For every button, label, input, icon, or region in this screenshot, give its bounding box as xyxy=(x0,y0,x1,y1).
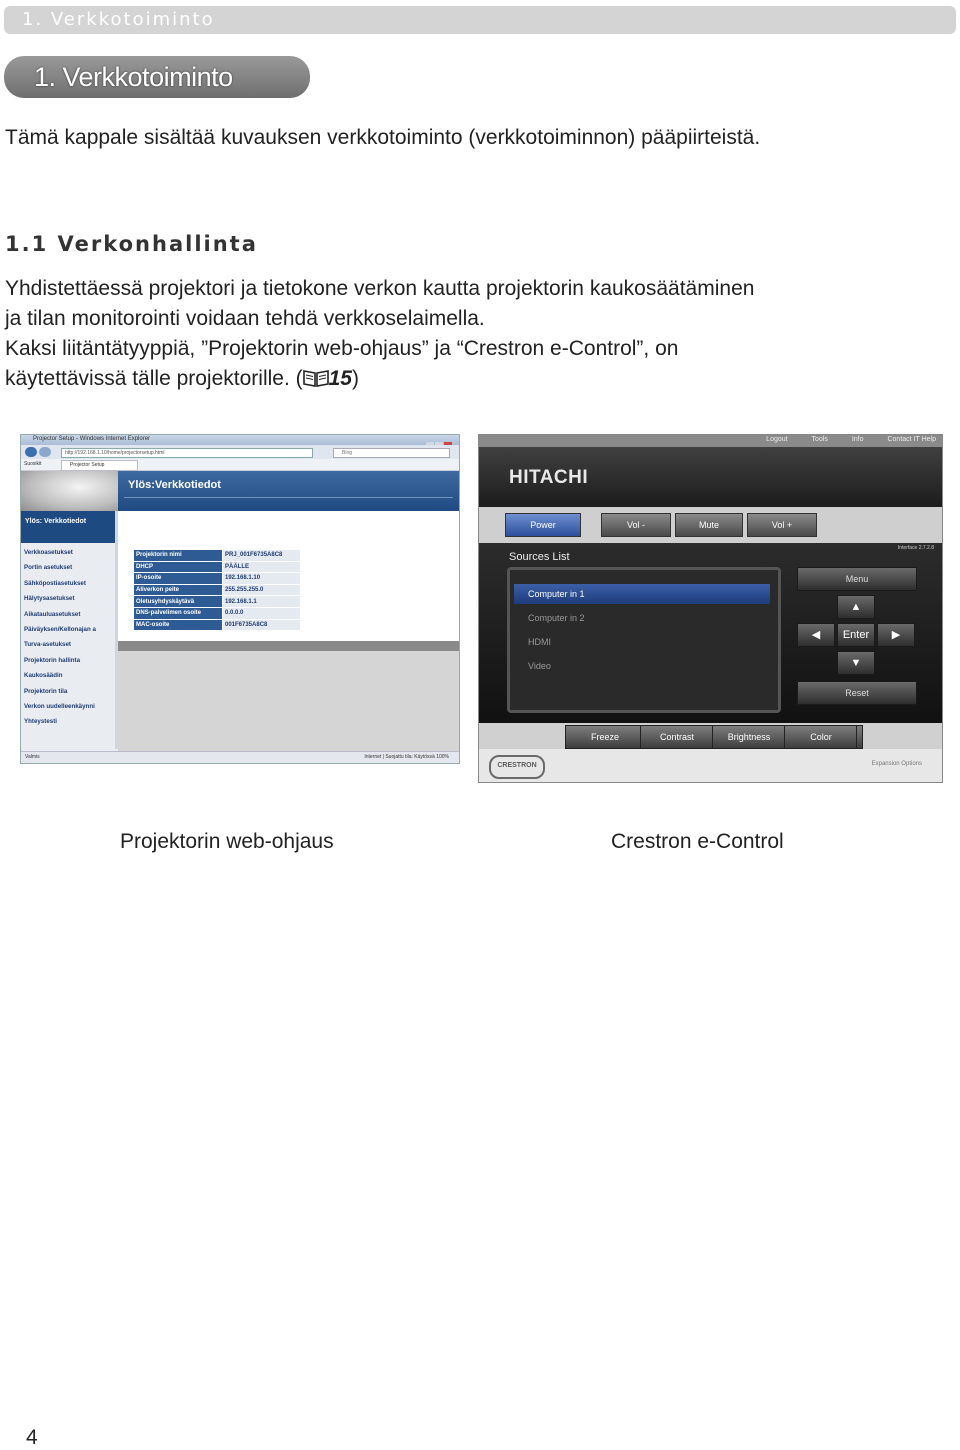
crestron-footer xyxy=(479,749,942,782)
caption-crestron: Crestron e-Control xyxy=(611,830,784,853)
web-banner xyxy=(118,471,459,511)
up-arrow-icon[interactable]: ▲ xyxy=(837,595,875,619)
table-row xyxy=(134,573,301,585)
sidebar-item[interactable]: Sähköpostiasetukset xyxy=(24,579,86,587)
table-key: Projektorin nimi xyxy=(134,550,223,562)
image-adjust-strip xyxy=(565,725,863,749)
browser-status-bar xyxy=(21,751,459,764)
expansion-options-link[interactable]: Expansion Options xyxy=(871,761,922,767)
reset-button[interactable]: Reset xyxy=(797,681,917,705)
left-arrow-icon[interactable]: ◀ xyxy=(797,623,835,647)
table-value: 255.255.255.0 xyxy=(223,584,301,596)
sidebar-item[interactable]: Projektorin hallinta xyxy=(24,656,81,664)
window-controls xyxy=(425,436,455,443)
crestron-main-panel xyxy=(479,543,942,723)
browser-window-title: Projector Setup - Windows Internet Explorer xyxy=(33,436,151,442)
table-row xyxy=(134,584,301,596)
table-value: 001F6735A8C8 xyxy=(223,619,301,631)
projector-photo xyxy=(21,471,118,511)
section-line-4-end: ) xyxy=(351,367,359,390)
browser-title-bar xyxy=(21,435,459,445)
info-link[interactable]: Info xyxy=(851,436,864,443)
favorites-button[interactable]: Suosikit xyxy=(24,461,42,467)
table-value: 0.0.0.0 xyxy=(223,607,301,619)
page-number: 4 xyxy=(26,1426,38,1449)
sidebar-item[interactable]: Verkkoasetukset xyxy=(24,549,73,556)
table-row xyxy=(134,596,301,608)
browser-tab[interactable]: Projector Setup xyxy=(61,460,138,471)
search-input[interactable]: Bing xyxy=(333,448,450,458)
book-icon xyxy=(303,366,329,384)
mute-button[interactable]: Mute xyxy=(675,513,743,537)
crestron-logo: CRESTRON xyxy=(489,755,545,779)
crestron-top-links xyxy=(744,436,936,443)
table-row xyxy=(134,607,301,619)
section-line-4 xyxy=(5,364,955,394)
caption-web-control: Projektorin web-ohjaus xyxy=(120,830,334,853)
contact-help-link[interactable]: Contact IT Help xyxy=(887,436,936,443)
sidebar-item[interactable]: Aikatauluasetukset xyxy=(24,610,81,618)
back-icon[interactable] xyxy=(25,447,37,457)
sources-list xyxy=(507,567,781,713)
power-button[interactable]: Power xyxy=(505,513,581,537)
browser-address-bar xyxy=(21,445,459,459)
table-row xyxy=(134,561,301,573)
sidebar-item[interactable]: Turva-asetukset xyxy=(24,641,71,649)
sidebar-active-label: Ylös: Verkkotiedot xyxy=(25,518,87,525)
color-button[interactable]: Color xyxy=(786,726,857,748)
crestron-header xyxy=(479,447,942,507)
right-arrow-icon[interactable]: ▶ xyxy=(877,623,915,647)
crestron-image-bar xyxy=(479,723,942,749)
web-page-title: Ylös:Verkkotiedot xyxy=(128,479,221,491)
tools-link[interactable]: Tools xyxy=(811,436,828,443)
table-row xyxy=(134,550,301,562)
section-title: 1.1 Verkonhallinta xyxy=(5,232,258,256)
vol-down-button[interactable]: Vol - xyxy=(601,513,671,537)
page-reference-link[interactable]: 15 xyxy=(328,367,352,390)
interface-version: Interface 2.7.2.8 xyxy=(897,545,934,551)
sidebar-item[interactable]: Yhteystesti xyxy=(24,718,58,726)
favorites-bar xyxy=(21,459,459,471)
forward-icon[interactable] xyxy=(39,447,51,457)
crestron-screenshot xyxy=(478,434,943,783)
network-info-table xyxy=(133,549,301,631)
table-key: Aliverkon peite xyxy=(134,584,223,596)
address-input[interactable]: http://192.168.1.10/home/projectorsetup.html xyxy=(61,448,313,458)
table-value: PRJ_001F6735A8C8 xyxy=(223,550,301,562)
table-value: 192.168.1.1 xyxy=(223,596,301,608)
table-row xyxy=(134,619,301,631)
sidebar-item[interactable]: Projektorin tila xyxy=(24,687,68,695)
source-item[interactable]: Computer in 2 xyxy=(528,613,585,623)
table-key: DHCP xyxy=(134,561,223,573)
table-value: PÄÄLLE xyxy=(223,561,301,573)
down-arrow-icon[interactable]: ▼ xyxy=(837,651,875,675)
status-text: Valmis xyxy=(25,754,40,760)
sidebar-item[interactable]: Kaukosäädin xyxy=(24,672,63,680)
source-item-selected[interactable]: Computer in 1 xyxy=(514,584,770,604)
table-key: MAC-osoite xyxy=(134,619,223,631)
logout-link[interactable]: Logout xyxy=(766,436,788,443)
sidebar-item[interactable]: Verkon uudelleenkäynni xyxy=(24,702,95,710)
contrast-button[interactable]: Contrast xyxy=(642,726,713,748)
table-value: 192.168.1.10 xyxy=(223,573,301,585)
section-line-1: Yhdistettäessä projektori ja tietokone verkon kautta projektorin kaukosäätäminen xyxy=(5,277,755,300)
menu-button[interactable]: Menu xyxy=(797,567,917,591)
table-key: IP-osoite xyxy=(134,573,223,585)
enter-button[interactable]: Enter xyxy=(837,623,875,647)
source-item[interactable]: Video xyxy=(528,661,551,671)
section-line-3: Kaksi liitäntätyyppiä, ”Projektorin web-ohjaus” ja “Crestron e-Control”, on xyxy=(5,337,679,360)
sidebar-menu xyxy=(24,545,118,730)
content-divider xyxy=(118,641,459,651)
intro-text: Tämä kappale sisältää kuvauksen verkkotoiminto (verkkotoiminnon) pääpiirteistä. xyxy=(5,126,761,149)
brightness-button[interactable]: Brightness xyxy=(714,726,785,748)
sidebar-item[interactable]: Hälytysasetukset xyxy=(24,595,75,603)
section-line-2: ja tilan monitorointi voidaan tehdä verkkoselaimella. xyxy=(5,307,485,330)
vol-up-button[interactable]: Vol + xyxy=(747,513,817,537)
crestron-top-bar xyxy=(479,435,942,447)
crestron-control-bar xyxy=(479,507,942,543)
source-item[interactable]: HDMI xyxy=(528,637,551,647)
web-control-screenshot xyxy=(20,434,460,764)
table-key: DNS-palvelimen osoite xyxy=(134,607,223,619)
hitachi-logo: HITACHI xyxy=(509,467,589,488)
sources-title: Sources List xyxy=(509,551,570,563)
content-empty-area xyxy=(118,651,459,751)
sidebar-item[interactable]: Portin asetukset xyxy=(24,564,73,572)
section-line-4-text: käytettävissä tälle projektorille. ( xyxy=(5,367,303,390)
status-zone: Internet | Suojattu tila: Käytössä 100% xyxy=(364,754,449,760)
freeze-button[interactable]: Freeze xyxy=(570,726,641,748)
running-head: 1. Verkkotoiminto xyxy=(4,6,956,34)
table-key: Oletusyhdyskäytävä xyxy=(134,596,223,608)
banner-divider xyxy=(124,497,453,498)
sidebar-item[interactable]: Päiväyksen/Kellonajan a xyxy=(24,625,96,633)
web-page xyxy=(21,471,459,751)
sidebar-item-active[interactable] xyxy=(21,511,118,543)
chapter-title: 1. Verkkotoiminto xyxy=(4,56,310,98)
